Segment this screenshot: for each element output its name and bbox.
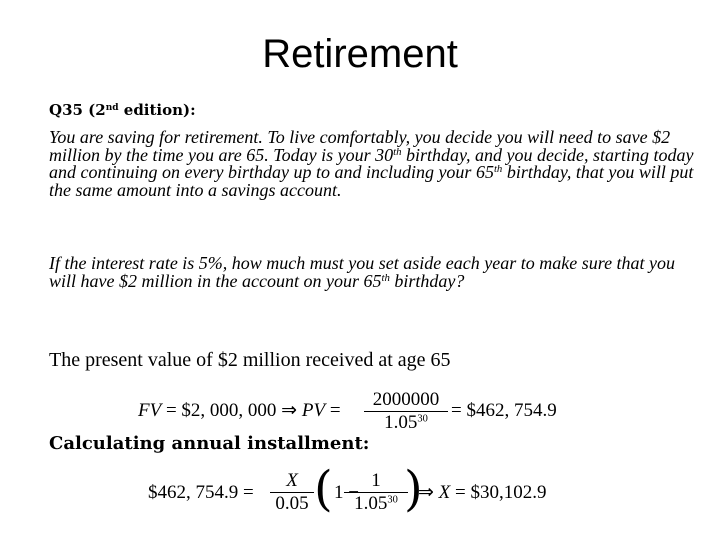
x-over-rate-fraction: $\frac{X}{0.05}$ (270, 470, 314, 515)
slide-title: Retirement (262, 32, 458, 76)
question-label: Q35 (2nd edition): (49, 101, 196, 119)
pv-result: = $462, 754.9 (451, 400, 557, 421)
discount-fraction: $\frac{1}{1.05^{30}}$ (344, 470, 408, 515)
pv-variable: PV (301, 400, 326, 421)
fv-value: = $2, 000, 000 ⇒ (161, 400, 302, 421)
calc-heading: Calculating annual installment: (49, 433, 370, 454)
implies-arrow: ⇒ (418, 482, 434, 503)
installment-lhs: $462, 754.9 = (148, 482, 254, 503)
present-value-text: The present value of $2 million received at age 65 (49, 349, 451, 371)
pv-numerator: 2000000 (364, 389, 448, 412)
left-paren: ( (314, 461, 333, 517)
question-paragraph-2: If the interest rate is 5%, how much must you set aside each year to make sure that you will have $2 million in the account on your 65th birthday? (49, 253, 676, 291)
installment-result: = $30,102.9 (450, 482, 547, 503)
right-paren: ) (404, 461, 423, 517)
question-paragraph-1: You are saving for retirement. To live comfortably, you decide you will need to save $2 million by the time you are 65. Today is your 30th birthday, and you decide, starting today and continuing on every birthday up to and including your 65th birthday, that you will put the same amount into a savings account. (49, 127, 694, 200)
pv-fraction (364, 389, 448, 434)
x-variable: X (438, 482, 451, 503)
pv-denominator: 1.05$^{30}$ (384, 412, 428, 433)
one-minus: 1 − (334, 482, 359, 503)
fv-variable: FV (138, 400, 162, 421)
